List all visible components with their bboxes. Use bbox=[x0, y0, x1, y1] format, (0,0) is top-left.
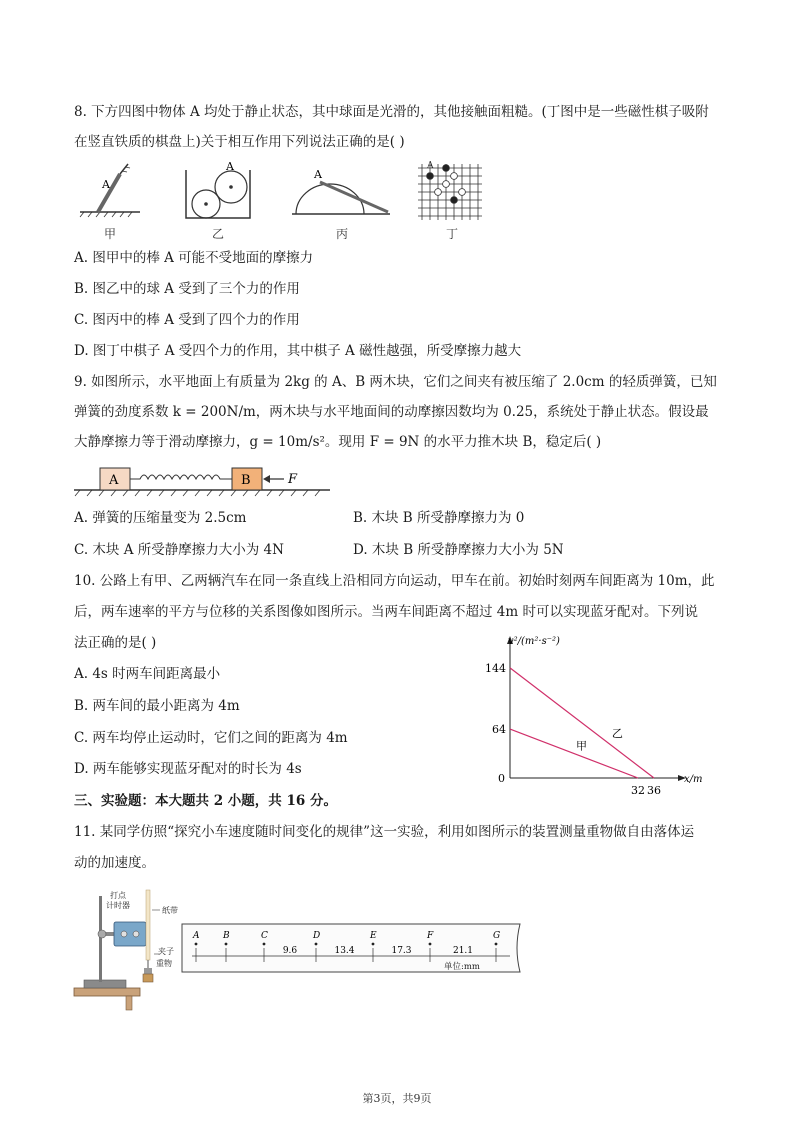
q8-figures bbox=[70, 158, 490, 242]
chart-series-label-0: 甲 bbox=[576, 739, 587, 753]
q8-ding-label-a: A bbox=[427, 161, 434, 171]
q11-tape-point-E: E bbox=[370, 931, 377, 941]
q8-label-yi: 乙 bbox=[212, 227, 225, 241]
q9-figure bbox=[70, 460, 350, 500]
q11-timer-label-1: 打点 bbox=[110, 891, 126, 900]
q8-figure-jia bbox=[80, 164, 140, 217]
q8-stem-line2: 在竖直铁质的棋盘上)关于相互作用下列说法正确的是( ) bbox=[74, 134, 405, 150]
q9-block-a-label: A bbox=[109, 473, 119, 488]
chart-series bbox=[510, 668, 654, 778]
q11-tape-point-C: C bbox=[261, 931, 268, 941]
q11-tape-point-A: A bbox=[193, 931, 200, 941]
q8-bing-label-a: A bbox=[314, 168, 322, 181]
q9-option-c: C. 木块 A 所受静摩擦力大小为 4N bbox=[74, 542, 284, 558]
q8-figure-bing bbox=[292, 168, 390, 214]
q11-weight-label: 重物 bbox=[156, 959, 172, 968]
q11-tape-strip bbox=[146, 890, 150, 960]
q9-stem-line1: 9. 如图所示，水平地面上有质量为 2kg 的 A、B 两木块，它们之间夹有被压缩了 2.0cm 的轻质弹簧，已知 bbox=[74, 374, 717, 390]
q8-option-c: C. 图丙中的棒 A 受到了四个力的作用 bbox=[74, 312, 300, 328]
q11-timer-label-2: 计时器 bbox=[106, 901, 130, 910]
chart-series-label-1: 乙 bbox=[611, 726, 623, 740]
q8-yi-label-a: A bbox=[226, 160, 234, 173]
q8-option-b: B. 图乙中的球 A 受到了三个力的作用 bbox=[74, 281, 300, 297]
q10-stem-line1: 10. 公路上有甲、乙两辆汽车在同一条直线上沿相同方向运动，甲车在前。初始时刻两车间距离为 10m，此 bbox=[74, 573, 715, 589]
q11-tape-point-D: D bbox=[313, 931, 321, 941]
q11-apparatus bbox=[70, 884, 540, 1014]
q8-option-d: D. 图丁中棋子 A 受四个力的作用，其中棋子 A 磁性越强，所受摩擦力越大 bbox=[74, 343, 522, 359]
q11-tape-dot-B bbox=[225, 943, 228, 946]
q11-clamp-label: 夹子 bbox=[158, 947, 174, 956]
q8-label-bing: 丙 bbox=[336, 227, 349, 241]
q10-chart bbox=[470, 630, 703, 805]
q11-timer bbox=[114, 922, 146, 946]
chart-labels bbox=[485, 636, 703, 797]
section-3-title: 三、实验题：本大题共 2 小题，共 16 分。 bbox=[74, 793, 337, 809]
q11-stem-line1: 11. 某同学仿照“探究小车速度随时间变化的规律”这一实验，利用如图所示的装置测量重物做自由落体运 bbox=[74, 824, 695, 840]
q9-stem-line3: 大静摩擦力等于滑动摩擦力，g = 10m/s²。现用 F = 9N 的水平力推木块 B，稳定后( ) bbox=[74, 434, 602, 450]
chart-x-label: x/m bbox=[684, 774, 703, 785]
chart-y-tick-1: 64 bbox=[492, 723, 506, 737]
page-footer: 第3页，共9页 bbox=[362, 1092, 432, 1105]
chart-y-label: v²/(m²·s⁻²) bbox=[508, 636, 560, 647]
q11-tape-distance-0: 9.6 bbox=[282, 946, 298, 956]
chart-x-tick-0: 32 bbox=[631, 784, 645, 797]
q10-option-b: B. 两车间的最小距离为 4m bbox=[74, 698, 240, 714]
q11-stem-line2: 动的加速度。 bbox=[74, 855, 155, 871]
q11-tape-dot-C bbox=[263, 943, 266, 946]
q8-stem-line1: 8. 下方四图中物体 A 均处于静止状态，其中球面是光滑的，其他接触面粗糙。(丁图中是一些磁性棋子吸附 bbox=[74, 104, 709, 120]
q10-option-d: D. 两车能够实现蓝牙配对的时长为 4s bbox=[74, 761, 302, 777]
q8-jia-label-a: A bbox=[102, 178, 110, 191]
q10-stem-line3: 法正确的是( ) bbox=[74, 635, 157, 651]
q11-weight bbox=[143, 974, 153, 982]
q9-force-label: F bbox=[288, 472, 298, 487]
q11-tape-unit: 单位:mm bbox=[444, 962, 480, 972]
q8-option-a: A. 图甲中的棒 A 可能不受地面的摩擦力 bbox=[74, 250, 314, 266]
q8-figure-yi bbox=[186, 160, 250, 218]
q8-label-ding: 丁 bbox=[446, 227, 459, 241]
q8-label-jia: 甲 bbox=[104, 227, 117, 241]
q11-tape-dot-F bbox=[429, 943, 432, 946]
q11-tape-dot-G bbox=[495, 943, 498, 946]
q11-tape-point-B: B bbox=[223, 931, 230, 941]
q11-tape-distance-1: 13.4 bbox=[334, 946, 355, 956]
q11-tape-distance-3: 21.1 bbox=[452, 946, 474, 956]
q10-option-c: C. 两车均停止运动时，它们之间的距离为 4m bbox=[74, 730, 348, 746]
chart-y-tick-0: 144 bbox=[485, 661, 506, 675]
q9-stem-line2: 弹簧的劲度系数 k = 200N/m，两木块与水平地面间的动摩擦因数均为 0.25，系统处于静止状态。假设最 bbox=[74, 404, 709, 420]
q11-tape-dot-D bbox=[315, 943, 318, 946]
q11-tape-dot-A bbox=[195, 943, 198, 946]
q9-option-a: A. 弹簧的压缩量变为 2.5cm bbox=[74, 510, 247, 526]
q11-tape-point-G: G bbox=[493, 931, 501, 941]
q11-tape-label: 纸带 bbox=[162, 906, 178, 915]
q9-option-d: D. 木块 B 所受静摩擦力大小为 5N bbox=[353, 542, 564, 558]
q11-tape-point-F: F bbox=[427, 931, 434, 941]
q10-stem-line2: 后，两车速率的平方与位移的关系图像如图所示。当两车间距离不超过 4m 时可以实现蓝牙配对。下列说 bbox=[74, 604, 698, 620]
q10-option-a: A. 4s 时两车间距离最小 bbox=[74, 666, 221, 682]
chart-series-line-1 bbox=[510, 668, 654, 778]
chart-x-tick-1: 36 bbox=[647, 784, 661, 797]
q11-table bbox=[74, 988, 140, 996]
chart-origin-label: 0 bbox=[498, 772, 505, 785]
chart-axes bbox=[507, 636, 686, 781]
q9-block-b-label: B bbox=[241, 473, 251, 488]
q11-tape-dot-E bbox=[372, 943, 375, 946]
q11-stand-rod bbox=[99, 896, 102, 982]
q8-figure-ding bbox=[418, 161, 482, 220]
q9-spring bbox=[130, 475, 232, 479]
q9-option-b: B. 木块 B 所受静摩擦力为 0 bbox=[353, 510, 525, 526]
q11-stand-base bbox=[84, 980, 126, 988]
q11-tape-distance-2: 17.3 bbox=[391, 946, 412, 956]
